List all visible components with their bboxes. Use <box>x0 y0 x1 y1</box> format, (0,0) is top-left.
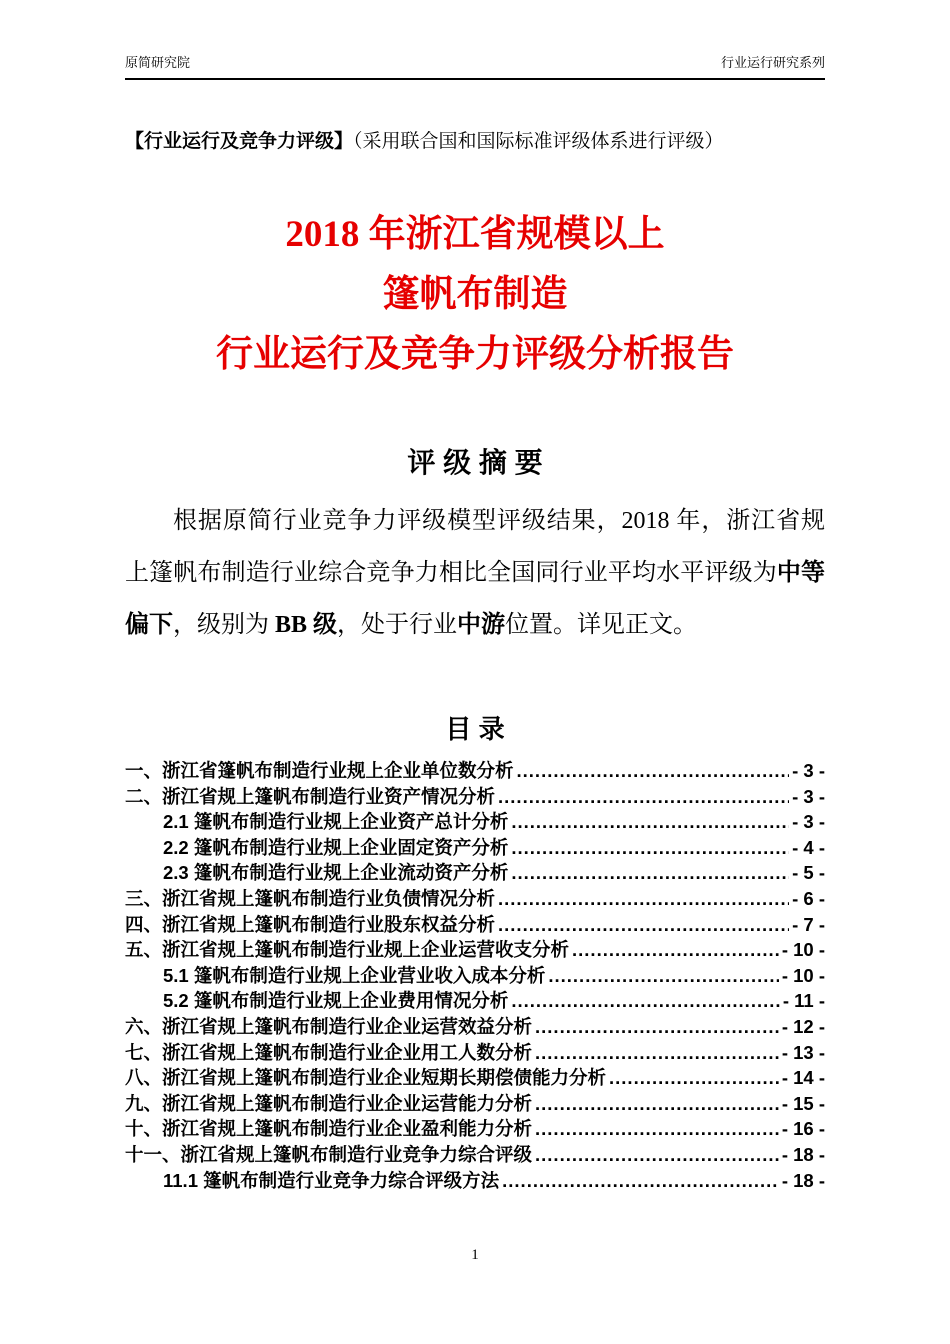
toc-dot-leader <box>517 758 790 784</box>
toc-dot-leader <box>498 886 789 912</box>
toc-page-number: - 11 - <box>782 990 825 1012</box>
toc-entry <box>125 1168 825 1194</box>
toc-dot-leader <box>511 988 779 1014</box>
summary-segment-rating: 中等偏下 <box>125 560 826 638</box>
toc-page-number: - 13 - <box>781 1041 825 1063</box>
toc-entry <box>125 835 825 861</box>
toc-dot-leader <box>535 1014 779 1040</box>
toc-page-number: - 18 - <box>781 1169 825 1191</box>
toc-dot-leader <box>609 1065 779 1091</box>
toc-dot-leader <box>511 860 789 886</box>
toc-dot-leader <box>548 963 778 989</box>
toc-dot-leader <box>498 912 789 938</box>
report-title-line3: 行业运行及竞争力评级分析报告 <box>216 334 734 375</box>
page-number: 1 <box>471 1247 479 1263</box>
toc-entry-text: 三、浙江省规上篷帆布制造行业负债情况分析 <box>125 887 496 909</box>
header-left-text: 原简研究院 <box>125 55 191 70</box>
toc-entry-text: 四、浙江省规上篷帆布制造行业股东权益分析 <box>125 913 496 935</box>
toc-entry-text: 七、浙江省规上篷帆布制造行业企业用工人数分析 <box>125 1041 533 1063</box>
toc-entry <box>125 809 825 835</box>
toc-entry <box>125 784 825 810</box>
toc-page-number: - 15 - <box>781 1092 825 1114</box>
page-header <box>125 52 825 80</box>
toc-page-number: - 7 - <box>792 913 825 935</box>
summary-segment: 根据原简行业竞争力评级模型评级结果，2018 年，浙江省规上篷帆布制造行业综合竞争力相比全国同行业平均水平评级为 <box>125 508 825 586</box>
toc-page-number: - 18 - <box>781 1143 825 1165</box>
toc-page-number: - 6 - <box>792 887 825 909</box>
toc-dot-leader <box>535 1142 779 1168</box>
toc-entry-text: 2.3 篷帆布制造行业规上企业流动资产分析 <box>163 862 509 884</box>
table-of-contents <box>125 758 825 1193</box>
toc-entry-text: 11.1 篷帆布制造行业竞争力综合评级方法 <box>163 1169 500 1191</box>
toc-entry <box>125 963 825 989</box>
toc-entry-text: 六、浙江省规上篷帆布制造行业企业运营效益分析 <box>125 1015 533 1037</box>
toc-dot-leader <box>511 835 789 861</box>
toc-page-number: - 12 - <box>781 1015 825 1037</box>
toc-entry <box>125 1142 825 1168</box>
header-right-text: 行业运行研究系列 <box>720 55 825 70</box>
summary-segment-grade: BB 级 <box>275 612 338 638</box>
rating-bracket-text: 【行业运行及竞争力评级】 <box>125 131 354 152</box>
toc-dot-leader <box>535 1091 779 1117</box>
toc-dot-leader <box>498 784 789 810</box>
report-title <box>125 205 825 385</box>
toc-entry <box>125 1040 825 1066</box>
toc-entry-text: 二、浙江省规上篷帆布制造行业资产情况分析 <box>125 785 496 807</box>
rating-type-line <box>125 126 825 153</box>
toc-entry <box>125 758 825 784</box>
toc-entry-text: 五、浙江省规上篷帆布制造行业规上企业运营收支分析 <box>125 939 570 961</box>
summary-segment: ，处于行业 <box>337 612 458 638</box>
toc-dot-leader <box>572 937 779 963</box>
toc-entry <box>125 1065 825 1091</box>
toc-entry-text: 5.2 篷帆布制造行业规上企业费用情况分析 <box>163 990 509 1012</box>
toc-heading: 目 录 <box>445 714 505 744</box>
toc-page-number: - 4 - <box>792 836 825 858</box>
summary-segment: 位置。详见正文。 <box>505 612 698 638</box>
toc-page-number: - 5 - <box>792 862 825 884</box>
toc-entry <box>125 886 825 912</box>
toc-entry-text: 2.2 篷帆布制造行业规上企业固定资产分析 <box>163 836 509 858</box>
toc-dot-leader <box>511 809 789 835</box>
report-title-line2: 篷帆布制造 <box>382 274 568 315</box>
summary-paragraph <box>125 495 825 651</box>
toc-page-number: - 14 - <box>781 1067 825 1089</box>
report-title-line1: 2018 年浙江省规模以上 <box>285 214 665 255</box>
rating-paren-text: （采用联合国和国际标准评级体系进行评级） <box>353 131 724 152</box>
toc-entry <box>125 1014 825 1040</box>
toc-entry-text: 2.1 篷帆布制造行业规上企业资产总计分析 <box>163 811 509 833</box>
toc-entry <box>125 937 825 963</box>
toc-entry-text: 九、浙江省规上篷帆布制造行业企业运营能力分析 <box>125 1092 533 1114</box>
toc-entry-text: 十、浙江省规上篷帆布制造行业企业盈利能力分析 <box>125 1118 533 1140</box>
toc-entry-text: 八、浙江省规上篷帆布制造行业企业短期长期偿债能力分析 <box>125 1067 607 1089</box>
toc-entry <box>125 988 825 1014</box>
toc-page-number: - 16 - <box>781 1118 825 1140</box>
toc-entry-text: 十一、浙江省规上篷帆布制造行业竞争力综合评级 <box>125 1143 533 1165</box>
toc-entry <box>125 1091 825 1117</box>
toc-entry <box>125 860 825 886</box>
toc-entry-text: 5.1 篷帆布制造行业规上企业营业收入成本分析 <box>163 964 546 986</box>
toc-page-number: - 3 - <box>792 811 825 833</box>
toc-dot-leader <box>502 1168 779 1194</box>
summary-segment-position: 中游 <box>457 612 506 638</box>
summary-heading: 评 级 摘 要 <box>407 447 543 478</box>
toc-dot-leader <box>535 1116 779 1142</box>
toc-page-number: - 10 - <box>781 939 825 961</box>
toc-entry <box>125 912 825 938</box>
summary-segment: ，级别为 <box>173 612 275 638</box>
toc-dot-leader <box>535 1040 779 1066</box>
toc-entry-text: 一、浙江省篷帆布制造行业规上企业单位数分析 <box>125 760 514 781</box>
toc-page-number: - 3 - <box>792 785 825 807</box>
toc-page-number: - 3 - <box>792 760 825 781</box>
toc-page-number: - 10 - <box>781 964 825 986</box>
toc-entry <box>125 1116 825 1142</box>
